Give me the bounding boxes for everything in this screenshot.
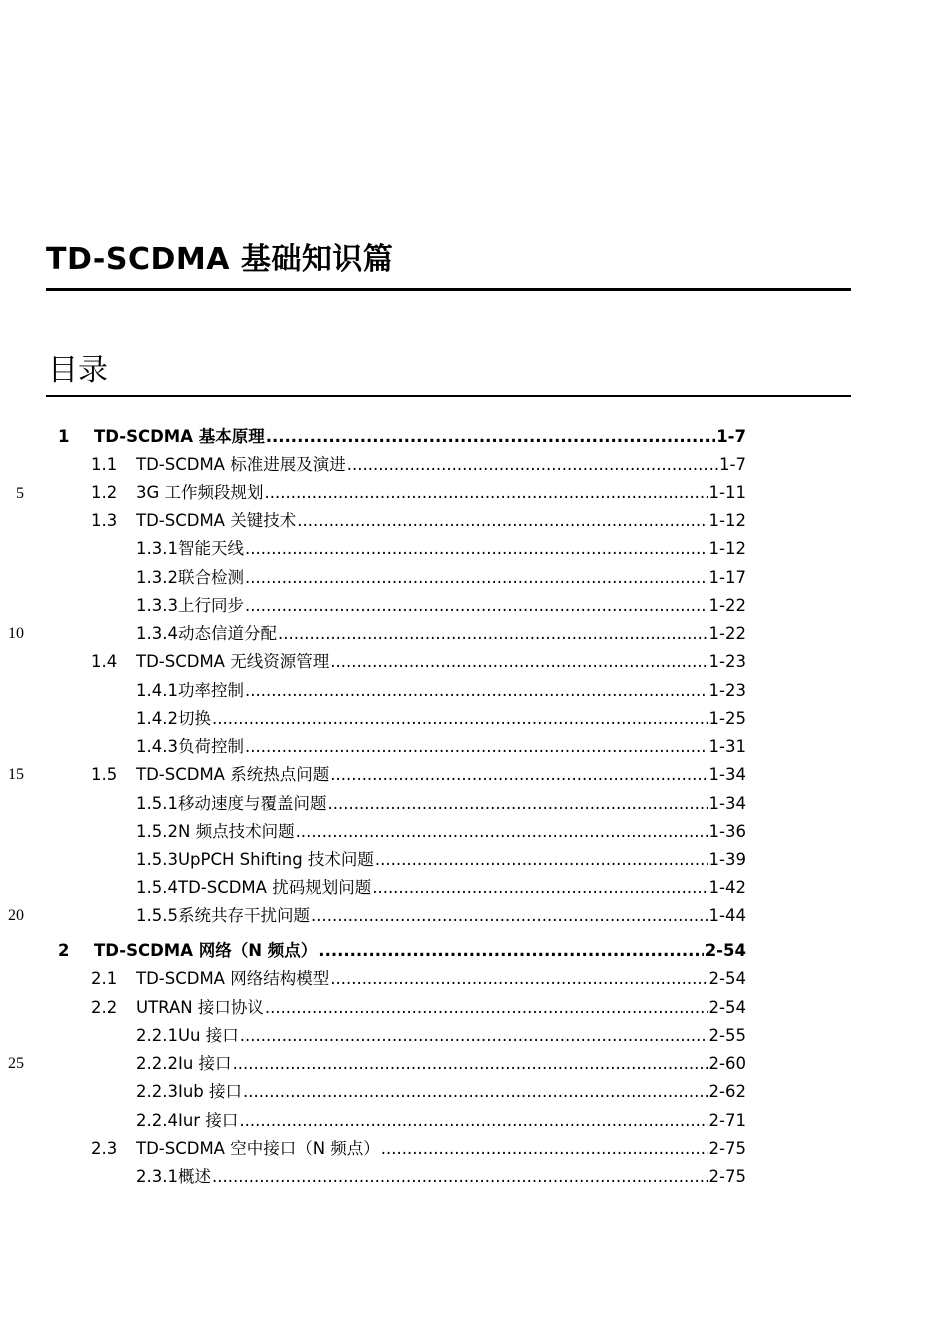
toc-entry-page: 1-7: [719, 455, 746, 474]
toc-entry-page: 1-7: [716, 427, 746, 446]
toc-entry-page: 1-44: [708, 906, 746, 925]
toc-entry-title: 上行同步: [177, 596, 244, 615]
toc-entry-number: 1.4.2: [136, 709, 178, 728]
dot-leader: [330, 648, 707, 676]
toc-entry-title: 动态信道分配: [177, 624, 277, 643]
toc-entry-title: TD-SCDMA 标准进展及演进: [136, 455, 346, 474]
toc-entry[interactable]: [91, 994, 746, 1022]
line-number: 10: [8, 625, 24, 642]
toc-heading: 目录: [48, 353, 108, 388]
toc-entry[interactable]: [91, 507, 746, 535]
dot-leader: [372, 874, 707, 902]
toc-entry[interactable]: [136, 790, 746, 818]
toc-entry-page: 1-36: [708, 822, 746, 841]
toc-entry[interactable]: [91, 648, 746, 676]
toc-entry[interactable]: [136, 620, 746, 648]
toc-entry[interactable]: [136, 1050, 746, 1078]
toc-entry-page: 2-60: [708, 1054, 746, 1073]
toc-heading-rule: [46, 395, 851, 397]
toc-entry-number: 1.5: [91, 765, 118, 784]
toc-entry[interactable]: [91, 1135, 746, 1163]
toc-entry-title: TD-SCDMA 扰码规划问题: [177, 878, 372, 897]
toc-entry-number: 1.3.3: [136, 596, 178, 615]
toc-entry[interactable]: [136, 535, 746, 563]
dot-leader: [212, 1163, 708, 1191]
dot-leader: [296, 818, 708, 846]
toc-entry-number: 1.3.1: [136, 539, 178, 558]
toc-entry-number: 2: [58, 941, 70, 960]
toc-entry-number: 2.2.1: [136, 1026, 178, 1045]
toc-entry-number: 1.3.4: [136, 624, 178, 643]
toc-entry[interactable]: [91, 451, 746, 479]
dot-leader: [266, 423, 715, 451]
toc-entry-title: TD-SCDMA 关键技术: [136, 511, 297, 530]
toc-entry-title: TD-SCDMA 基本原理: [94, 427, 265, 446]
toc-entry[interactable]: [91, 965, 746, 993]
dot-leader: [375, 846, 708, 874]
toc-entry-title: TD-SCDMA 系统热点问题: [136, 765, 330, 784]
toc-entry-page: 1-12: [708, 511, 746, 530]
toc-entry-number: 1.5.4: [136, 878, 178, 897]
toc-entry-number: 1.4: [91, 652, 118, 671]
dot-leader: [330, 965, 707, 993]
dot-leader: [265, 994, 708, 1022]
toc-entry-page: 1-31: [708, 737, 746, 756]
line-number: 25: [8, 1055, 24, 1072]
toc-entry-title: 系统共存干扰问题: [177, 906, 310, 925]
toc-entry-title: TD-SCDMA 网络结构模型: [136, 969, 330, 988]
toc-entry-title: 概述: [177, 1167, 211, 1186]
toc-entry-page: 2-54: [708, 998, 746, 1017]
toc-entry[interactable]: [91, 479, 746, 507]
toc-entry-number: 2.2.3: [136, 1082, 178, 1101]
toc-entry-page: 1-11: [708, 483, 746, 502]
toc-entry-title: 联合检测: [177, 568, 244, 587]
dot-leader: [265, 479, 708, 507]
toc-entry[interactable]: [136, 1107, 746, 1135]
line-number: 5: [16, 485, 24, 502]
toc-entry-page: 1-17: [708, 568, 746, 587]
toc-entry-title: UTRAN 接口协议: [136, 998, 264, 1017]
toc-entry-title: Iu 接口: [177, 1054, 232, 1073]
toc-entry-number: 2.3: [91, 1139, 118, 1158]
dot-leader: [327, 790, 707, 818]
toc-entry-title: Iur 接口: [177, 1111, 239, 1130]
toc-entry-number: 2.3.1: [136, 1167, 178, 1186]
toc-entry-title: 移动速度与覆盖问题: [177, 794, 327, 813]
toc-entry-number: 2.2.2: [136, 1054, 178, 1073]
dot-leader: [330, 761, 707, 789]
toc-entry-page: 1-23: [708, 681, 746, 700]
toc-entry-page: 2-55: [708, 1026, 746, 1045]
dot-leader: [245, 677, 708, 705]
dot-leader: [239, 1107, 707, 1135]
toc-entry[interactable]: [136, 705, 746, 733]
document-title: TD-SCDMA 基础知识篇: [46, 242, 394, 277]
toc-entry-page: 1-39: [708, 850, 746, 869]
toc-entry-title: 智能天线: [177, 539, 244, 558]
toc-entry[interactable]: [136, 592, 746, 620]
toc-entry[interactable]: [58, 937, 746, 965]
dot-leader: [240, 1022, 708, 1050]
dot-leader: [318, 937, 703, 965]
toc-entry[interactable]: [136, 818, 746, 846]
toc-entry-number: 2.2.4: [136, 1111, 178, 1130]
toc-entry[interactable]: [136, 846, 746, 874]
toc-entry-page: 1-23: [708, 652, 746, 671]
toc-entry-page: 2-54: [708, 969, 746, 988]
toc-entry[interactable]: [136, 874, 746, 902]
line-number: 15: [8, 766, 24, 783]
toc-entry-page: 1-34: [708, 794, 746, 813]
toc-entry-page: 1-42: [708, 878, 746, 897]
dot-leader: [212, 705, 708, 733]
dot-leader: [381, 1135, 708, 1163]
toc-entry-page: 2-75: [708, 1139, 746, 1158]
toc-entry-title: N 频点技术问题: [177, 822, 295, 841]
toc-entry-number: 1.5.3: [136, 850, 178, 869]
toc-entry[interactable]: [136, 1163, 746, 1191]
toc-entry-title: TD-SCDMA 空中接口（N 频点）: [136, 1139, 380, 1158]
toc-entry-number: 1.1: [91, 455, 118, 474]
toc-entry-page: 1-12: [708, 539, 746, 558]
toc-entry-title: Uu 接口: [177, 1026, 239, 1045]
toc-entry-number: 1.5.1: [136, 794, 178, 813]
toc-entry-number: 2.1: [91, 969, 118, 988]
dot-leader: [243, 1078, 708, 1106]
toc-entry[interactable]: [58, 423, 746, 451]
dot-leader: [278, 620, 708, 648]
dot-leader: [347, 451, 718, 479]
line-number: 20: [8, 907, 24, 924]
toc-entry-page: 2-54: [704, 941, 746, 960]
toc-entry[interactable]: [91, 761, 746, 789]
dot-leader: [245, 564, 708, 592]
toc-entry-number: 1.2: [91, 483, 118, 502]
toc-entry-title: UpPCH Shifting 技术问题: [177, 850, 374, 869]
title-rule: [46, 288, 851, 291]
toc-entry[interactable]: [136, 564, 746, 592]
toc-entry-number: 1.4.1: [136, 681, 178, 700]
dot-leader: [297, 507, 707, 535]
dot-leader: [245, 733, 708, 761]
dot-leader: [245, 535, 708, 563]
dot-leader: [245, 592, 708, 620]
toc-entry-title: TD-SCDMA 网络（N 频点）: [94, 941, 318, 960]
toc-entry-number: 1.4.3: [136, 737, 178, 756]
toc-entry-number: 1.3.2: [136, 568, 178, 587]
toc-entry[interactable]: [136, 733, 746, 761]
toc-entry-number: 1.5.5: [136, 906, 178, 925]
dot-leader: [311, 902, 708, 930]
toc-entry-page: 1-34: [708, 765, 746, 784]
toc-entry-title: TD-SCDMA 无线资源管理: [136, 652, 330, 671]
toc-entry-number: 1: [58, 427, 70, 446]
toc-entry-page: 1-25: [708, 709, 746, 728]
toc-entry-page: 2-62: [708, 1082, 746, 1101]
toc-entry-page: 1-22: [708, 596, 746, 615]
toc-entry-number: 2.2: [91, 998, 118, 1017]
toc-entry[interactable]: [136, 677, 746, 705]
toc-entry-page: 2-75: [708, 1167, 746, 1186]
dot-leader: [233, 1050, 708, 1078]
toc-entry-title: 功率控制: [177, 681, 244, 700]
toc-entry-title: 负荷控制: [177, 737, 244, 756]
toc-entry[interactable]: [136, 902, 746, 930]
toc-entry-page: 2-71: [708, 1111, 746, 1130]
toc-entry[interactable]: [136, 1078, 746, 1106]
toc-entry-title: 切换: [177, 709, 211, 728]
toc-entry[interactable]: [136, 1022, 746, 1050]
toc-entry-title: 3G 工作频段规划: [136, 483, 264, 502]
toc-entry-number: 1.5.2: [136, 822, 178, 841]
toc-entry-title: Iub 接口: [177, 1082, 243, 1101]
toc-entry-number: 1.3: [91, 511, 118, 530]
toc-entry-page: 1-22: [708, 624, 746, 643]
